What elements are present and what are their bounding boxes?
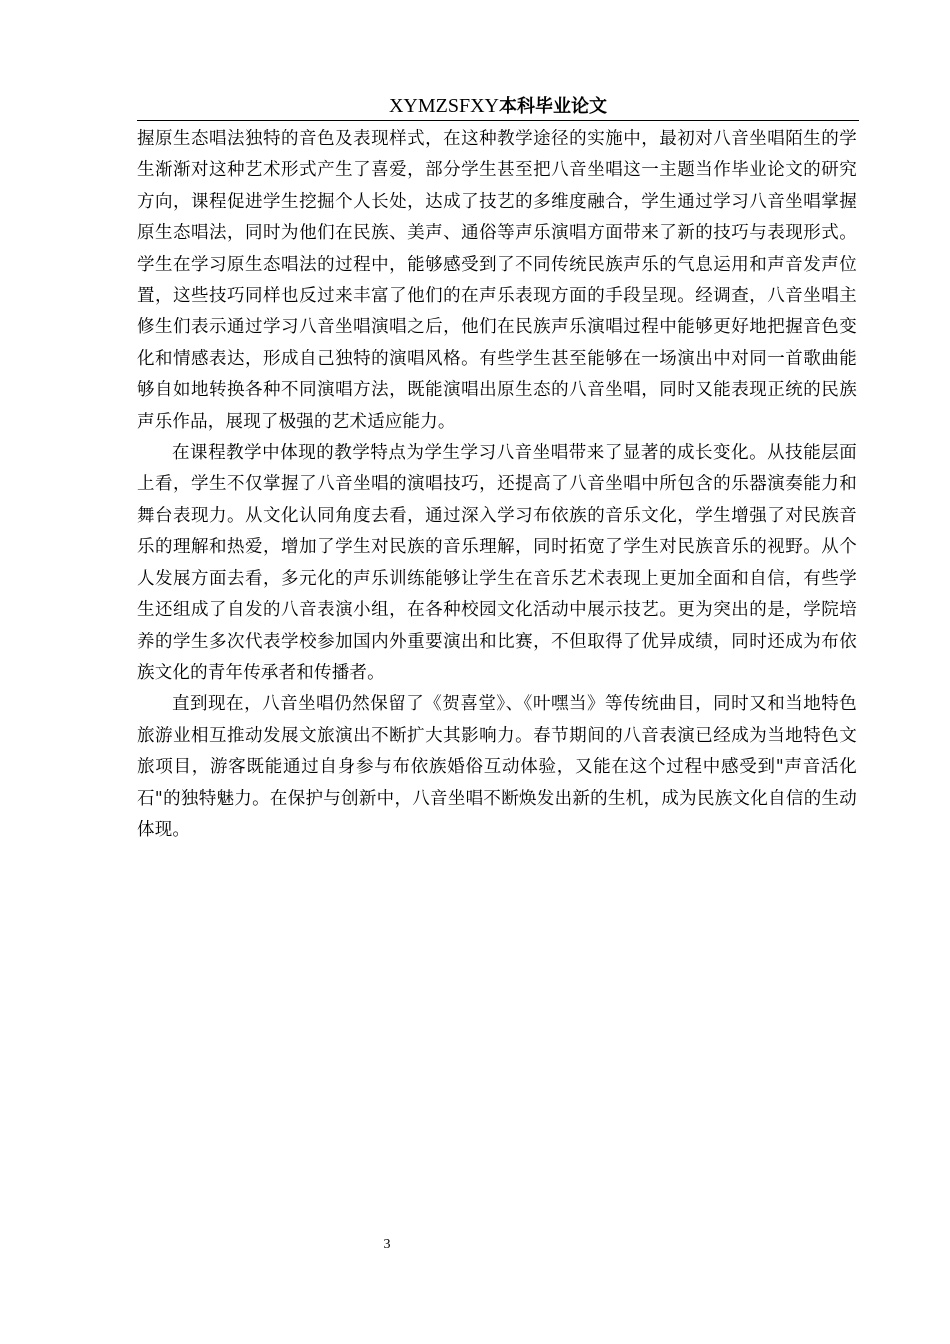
paragraph-1: 握原生态唱法独特的音色及表现样式，在这种教学途径的实施中，最初对八音坐唱陌生的学生渐渐对这种艺术形式产生了喜爱，部分学生甚至把八音坐唱这一主题当作毕业论文的研究方向，课程促进学生挖掘个人长处，达成了技艺的多维度融合，学生通过学习八音坐唱掌握原生态唱法，同时为他们在民族、美声、通俗等声乐演唱方面带来了新的技巧与表现形式。学生在学习原生态唱法的过程中，能够感受到了不同传统民族声乐的气息运用和声音发声位置，这些技巧同样也反过来丰富了他们的在声乐表现方面的手段呈现。经调查，八音坐唱主修生们表示通过学习八音坐唱演唱之后，他们在民族声乐演唱过程中能够更好地把握音色变化和情感表达，形成自己独特的演唱风格。有些学生甚至能够在一场演出中对同一首歌曲能够自如地转换各种不同演唱方法，既能演唱出原生态的八音坐唱，同时又能表现正统的民族声乐作品，展现了极强的艺术适应能力。 [137,129,857,432]
paragraph-2: 在课程教学中体现的教学特点为学生学习八音坐唱带来了显著的成长变化。从技能层面上看，学生不仅掌握了八音坐唱的演唱技巧，还提高了八音坐唱中所包含的乐器演奏能力和舞台表现力。从文化认同角度去看，通过深入学习布依族的音乐文化，学生增强了对民族音乐的理解和热爱，增加了学生对民族的音乐理解，同时拓宽了学生对民族音乐的视野。从个人发展方面去看，多元化的声乐训练能够让学生在音乐艺术表现上更加全面和自信，有些学生还组成了自发的八音表演小组，在各种校园文化活动中展示技艺。更为突出的是，学院培养的学生多次代表学校参加国内外重要演出和比赛，不但取得了优异成绩，同时还成为布依族文化的青年传承者和传播者。 [137,443,857,683]
header-label: 本科毕业论文 [499,96,608,117]
page-number: 3 [383,1237,391,1252]
header-code: XYMZSFXY [388,95,500,117]
page-header [137,92,859,120]
header-rule [137,120,859,121]
body-text [137,124,857,846]
paragraph-3: 直到现在，八音坐唱仍然保留了《贺喜堂》、《叶嘿当》等传统曲目，同时又和当地特色旅游业相互推动发展文旅演出不断扩大其影响力。春节期间的八音表演已经成为当地特色文旅项目，游客既能通过自身参与布依族婚俗互动体验，又能在这个过程中感受到"声音活化石"的独特魅力。在保护与创新中，八音坐唱不断焕发出新的生机，成为民族文化自信的生动体现。 [137,694,857,840]
